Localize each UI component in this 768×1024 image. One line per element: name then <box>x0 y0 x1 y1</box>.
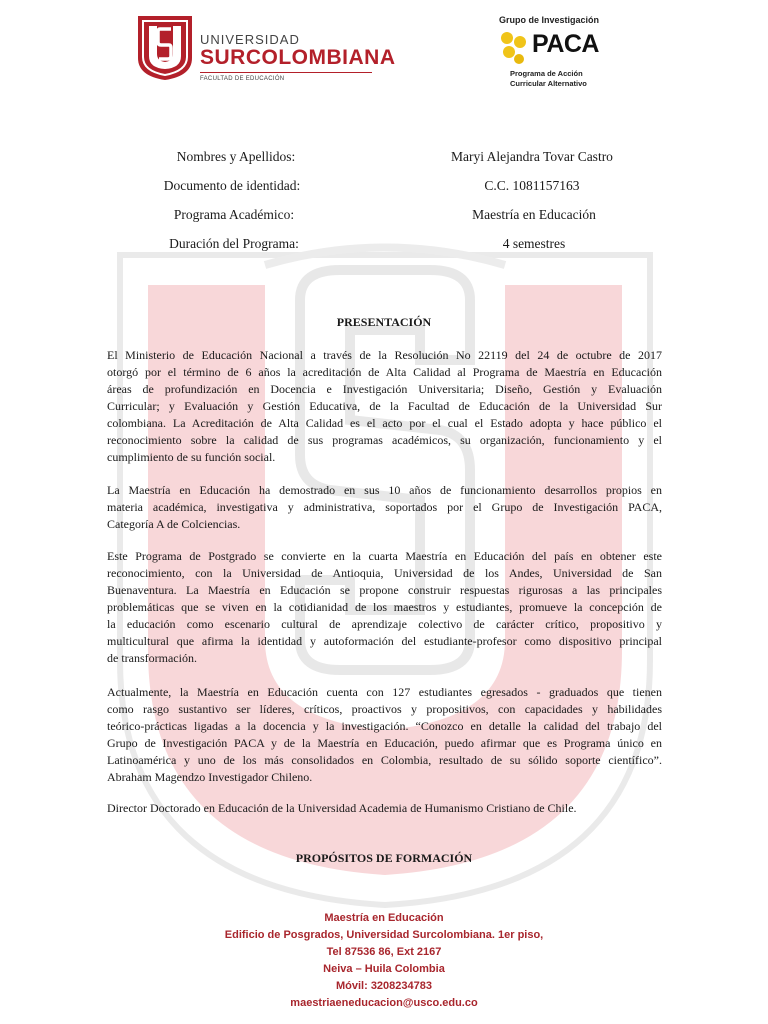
text-line: como rasgo sustantivo ser líderes, críticos, proactivos y propositivos, con capacidades y habilidades <box>107 702 662 716</box>
text-line: Abraham Magendzo Investigador Chileno. <box>107 770 313 784</box>
divider <box>200 72 372 73</box>
footer-address: Edificio de Posgrados, Universidad Surcolombiana. 1er piso, <box>224 929 544 941</box>
text-line: Categoría A de Colciencias. <box>107 517 241 531</box>
text-line: materia académica, investigativa y administrativa, soportados por el Grupo de Investigación PACA, <box>107 500 662 514</box>
paragraph-maestria <box>107 482 662 533</box>
text-line: Actualmente, la Maestría en Educación cuenta con 127 estudiantes egresados - graduados que tienen <box>107 685 662 699</box>
universidad-surcolombiana-logo <box>136 14 396 84</box>
paca-group-logo <box>492 12 602 92</box>
text-line: reconocimiento sobre la calidad de sus programas académicos, su organización, funcionamiento y el <box>107 433 662 447</box>
text-line: otorgó por el término de 6 años la acreditación de Alta Calidad al Programa de Maestría en Educación <box>107 365 662 379</box>
text-line: Grupo de Investigación PACA y de la Maestría en Educación, puedo afirmar que es Programa único en <box>107 736 662 750</box>
university-shield-icon <box>136 14 194 82</box>
paca-subtitle-line1: Programa de Acción <box>510 69 583 78</box>
info-row-documento <box>0 178 768 198</box>
text-line: de transformación. <box>107 651 197 665</box>
university-name-line1: UNIVERSIDAD <box>200 32 300 47</box>
info-row-duracion <box>0 236 768 256</box>
text-line: cumplimiento de su función social. <box>107 450 276 464</box>
paca-subtitle-line2: Curricular Alternativo <box>510 79 587 88</box>
info-value: 4 semestres <box>502 236 566 251</box>
presentacion-heading: PRESENTACIÓN <box>336 315 432 329</box>
footer-city: Neiva – Huila Colombia <box>323 963 445 975</box>
text-line: La Maestría en Educación ha demostrado en sus 10 años de funcionamiento desarrollos propios en <box>107 483 662 497</box>
info-label: Duración del Programa: <box>169 236 299 251</box>
text-line: colombiana. La Acreditación de Alta Calidad es el acto por el cual el Estado adopta y hace público el <box>107 416 662 430</box>
info-label: Documento de identidad: <box>163 178 301 193</box>
text-line: Buenaventura. La Maestría en Educación se propone construir respuestas rigurosas a las principales <box>107 583 662 597</box>
paragraph-postgrado <box>107 548 662 667</box>
paca-wordmark: PACA <box>532 30 599 58</box>
text-line: la educación como escenario cultural de aprendizaje colectivo de carácter crítico, propositivo y <box>107 617 662 631</box>
info-label: Nombres y Apellidos: <box>176 149 296 164</box>
info-value: Maryi Alejandra Tovar Castro <box>451 149 613 164</box>
text-line: reconocimiento, con la Universidad de Antioquia, Universidad de los Andes, Universidad de San <box>107 566 662 580</box>
paragraph-actualmente <box>107 684 662 786</box>
propositos-heading: PROPÓSITOS DE FORMACIÓN <box>295 851 473 865</box>
university-name-line2: SURCOLOMBIANA <box>200 46 396 69</box>
faculty-name: FACULTAD DE EDUCACIÓN <box>200 76 285 82</box>
footer-mobile: Móvil: 3208234783 <box>335 980 432 992</box>
paca-group-label: Grupo de Investigación <box>499 15 600 25</box>
paca-dots-icon <box>498 30 530 66</box>
info-value: C.C. 1081157163 <box>484 178 580 193</box>
text-line: áreas de profundización en Docencia e Investigación Universitaria; Diseño, Gestión y Evaluación <box>107 382 662 396</box>
paragraph-director <box>107 800 662 817</box>
footer-email[interactable]: maestriaeneducacion@usco.edu.co <box>290 997 478 1009</box>
info-value: Maestría en Educación <box>472 207 596 222</box>
paragraph-acreditacion <box>107 347 662 466</box>
text-line: Latinoamérica y uno de los más consolidados en Colombia, resultado de su sólido soporte científico”. <box>107 753 662 767</box>
text-line: Este Programa de Postgrado se convierte en la cuarta Maestría en Educación del país en obtener este <box>107 549 662 563</box>
text-line: El Ministerio de Educación Nacional a través de la Resolución No 22119 del 24 de octubre de 2017 <box>107 348 662 362</box>
text-line: problemáticas que se viven en la cotidianidad de los maestros y estudiantes, promueve la concepción de <box>107 600 662 614</box>
info-label: Programa Académico: <box>173 207 295 222</box>
info-row-nombres <box>0 149 768 169</box>
text-line: Director Doctorado en Educación de la Universidad Academia de Humanismo Cristiano de Chile. <box>107 801 577 815</box>
text-line: multicultural que afirma la identidad y autoformación del estudiante-profesor como dispositivo principal <box>107 634 662 648</box>
info-row-programa <box>0 207 768 227</box>
footer-phone: Tel 87536 86, Ext 2167 <box>326 946 442 958</box>
contact-footer <box>0 910 768 1012</box>
footer-program: Maestría en Educación <box>324 912 444 924</box>
text-line: teórico-prácticas ligadas a la docencia y la investigación. “Conozco en detalle la calidad del trabajo del <box>107 719 662 733</box>
text-line: Curricular; y Evaluación y Gestión Educativa, de la Facultad de Educación de la Universidad Sur <box>107 399 662 413</box>
